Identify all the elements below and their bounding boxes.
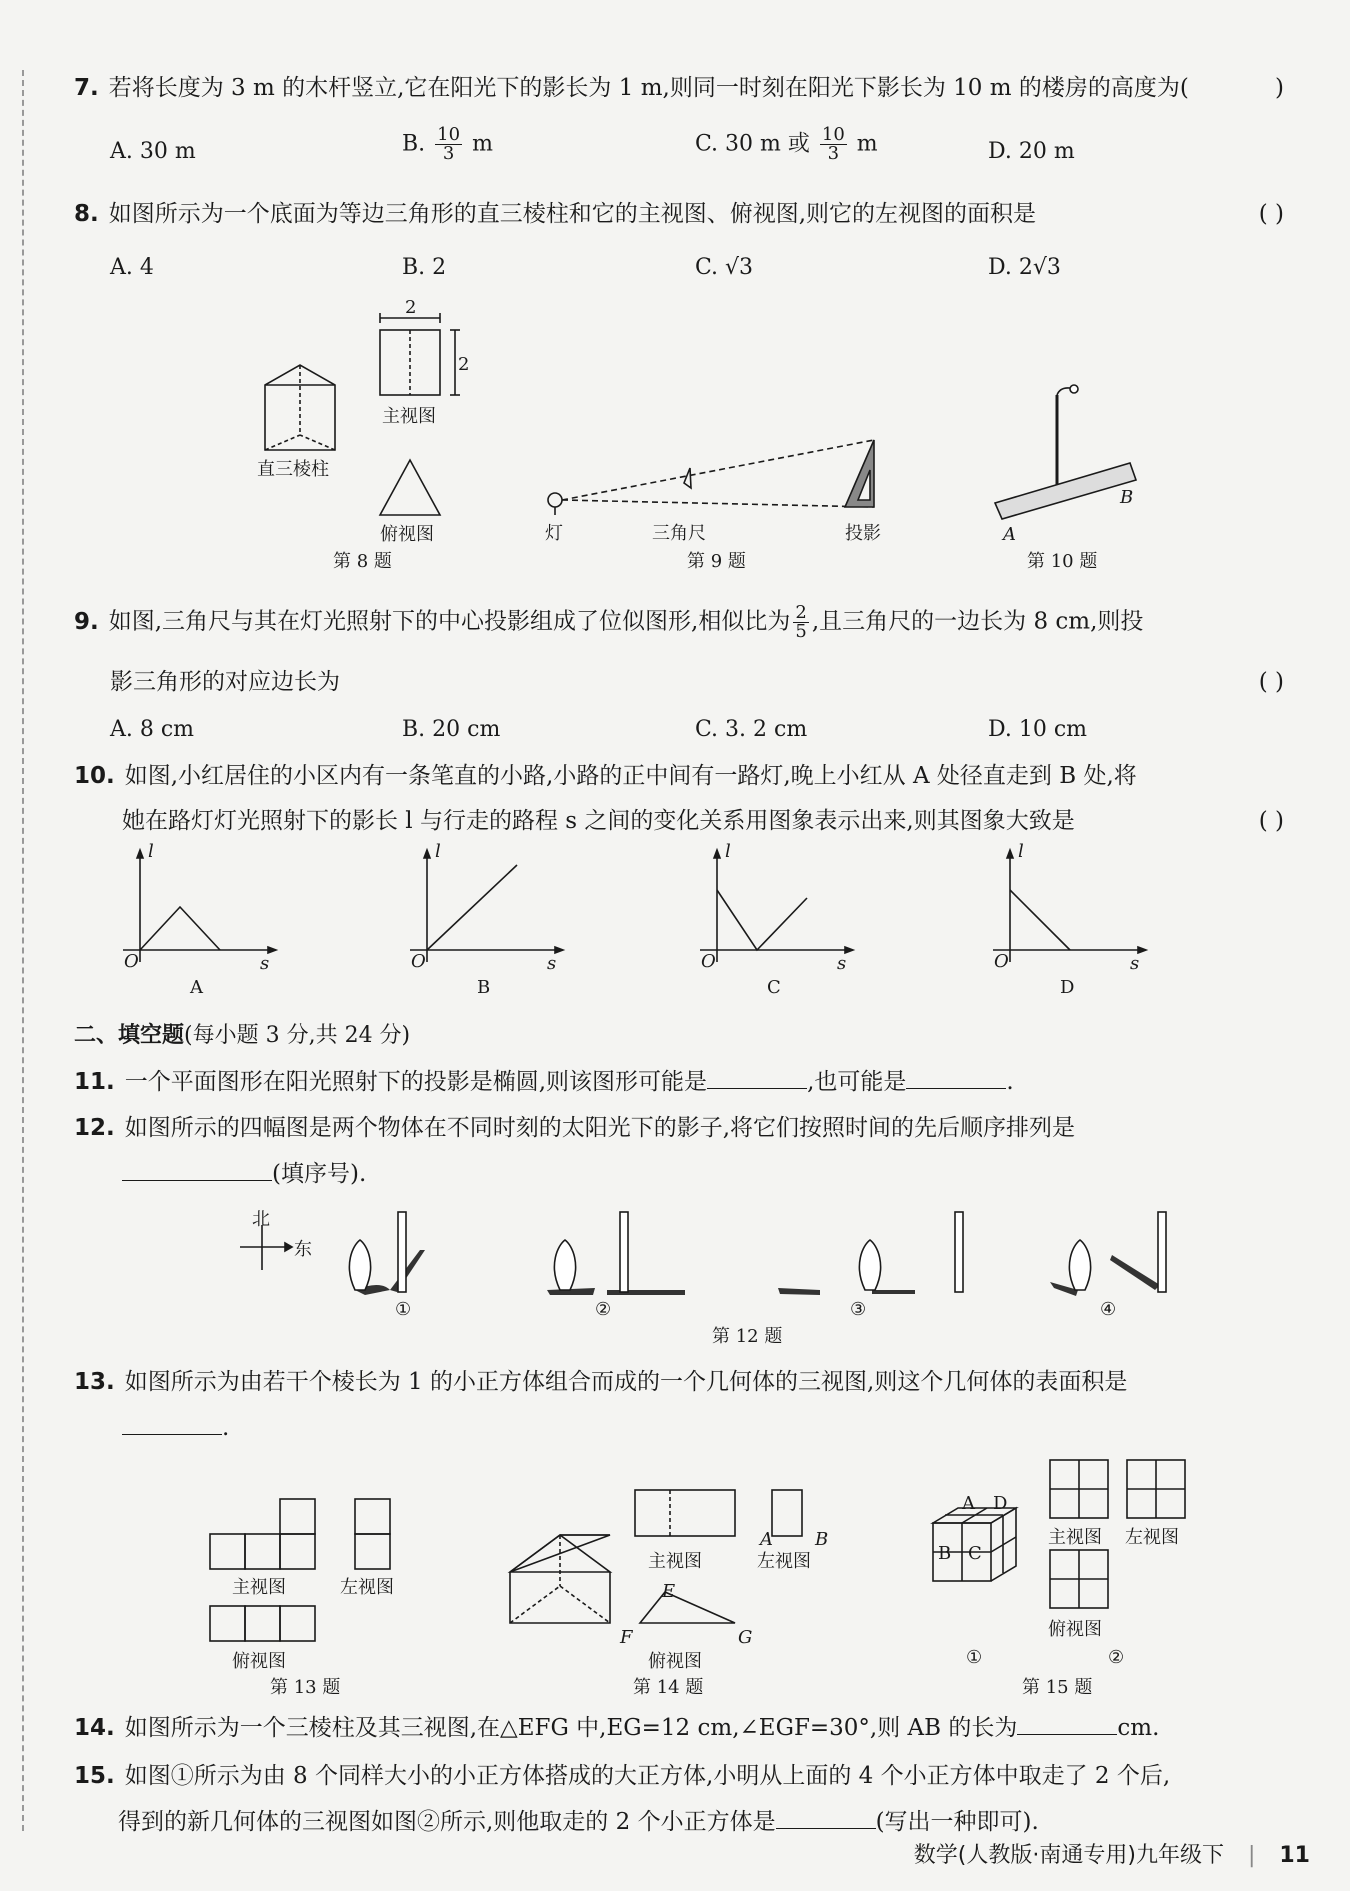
- graph-option-d: [988, 850, 1148, 970]
- question-15: [74, 1760, 1284, 1792]
- question-14: [74, 1712, 1284, 1744]
- fraction: [435, 126, 462, 163]
- question-15-line2: [118, 1806, 1328, 1838]
- prism-drawing: [265, 365, 335, 450]
- question-text: ,且三角尺的一边长为 8 cm,则投: [811, 608, 1144, 635]
- question-10: [74, 760, 1284, 792]
- numerator: 10: [437, 124, 461, 145]
- dim-width: 2: [405, 297, 417, 318]
- scene-3: [790, 1210, 960, 1310]
- point-e: E: [662, 1581, 676, 1602]
- graph-option-a: [118, 850, 278, 970]
- answer-blank[interactable]: [707, 1066, 807, 1089]
- origin-label: O: [411, 951, 426, 972]
- figure-10: [990, 385, 1140, 535]
- option-b: B. 20 cm: [402, 717, 501, 742]
- answer-blank[interactable]: [1017, 1712, 1117, 1735]
- top-view-drawing: [380, 460, 440, 515]
- axis-label-s: s: [260, 953, 270, 974]
- point-b: B: [815, 1529, 829, 1550]
- question-10-line2: [122, 805, 1284, 837]
- fig15-main-view: [1050, 1460, 1108, 1518]
- top-view-label: 俯视图: [380, 524, 434, 545]
- option-d: D. 20 m: [988, 139, 1075, 164]
- fig14-main-view: [635, 1490, 735, 1536]
- question-text: ,也可能是: [807, 1069, 907, 1095]
- option-b: B. 2: [402, 255, 447, 280]
- point-f: F: [620, 1627, 633, 1648]
- option-c: C. 3. 2 cm: [695, 717, 808, 742]
- section-header: [74, 1020, 410, 1052]
- axis-label-l: l: [148, 841, 154, 862]
- left-view-label: 左视图: [1125, 1527, 1179, 1548]
- top-view-label: 俯视图: [232, 1651, 286, 1672]
- question-text: 如图所示的四幅图是两个物体在不同时刻的太阳光下的影子,将它们按照时间的先后顺序排列是: [124, 1115, 1076, 1141]
- main-view-label: 主视图: [232, 1577, 286, 1598]
- tree-icon: [349, 1240, 370, 1290]
- scene-label: ②: [595, 1299, 612, 1320]
- prism-label: 直三棱柱: [257, 459, 329, 480]
- point-b: B: [938, 1543, 952, 1564]
- fig15-top-view: [1050, 1550, 1108, 1608]
- point-c: C: [968, 1543, 982, 1564]
- numerator: 2: [795, 602, 807, 623]
- question-text: 如图,小红居住的小区内有一条笔直的小路,小路的正中间有一路灯,晚上小红从 A 处径直走到 B 处,将: [124, 763, 1137, 789]
- dim-height: 2: [458, 354, 470, 375]
- question-text: cm.: [1117, 1715, 1160, 1741]
- lamp-icon: [548, 493, 562, 507]
- answer-paren: ( ): [1258, 201, 1284, 227]
- compass-icon: [240, 1215, 300, 1275]
- point-g: G: [738, 1627, 753, 1648]
- figure-caption: 第 9 题: [687, 551, 746, 572]
- fraction: [820, 126, 847, 163]
- question-number: 8.: [74, 201, 99, 227]
- projection-label: 投影: [845, 523, 881, 544]
- figure-caption: 第 13 题: [270, 1677, 341, 1698]
- origin-label: O: [124, 951, 139, 972]
- lamp-arm: [1057, 388, 1070, 395]
- tree-icon: [554, 1240, 575, 1290]
- unit: m: [856, 131, 878, 157]
- graph-option-label: C: [767, 977, 781, 998]
- axis-label-l: l: [435, 841, 441, 862]
- question-number: 13.: [74, 1369, 115, 1395]
- origin-label: O: [994, 951, 1009, 972]
- point-d: D: [993, 1493, 1008, 1514]
- axis-label-s: s: [837, 953, 847, 974]
- option-c: [695, 126, 878, 163]
- figure-caption: 第 10 题: [1027, 551, 1098, 572]
- pole-shadow: [1110, 1255, 1160, 1290]
- graph-option-label: B: [477, 977, 491, 998]
- question-text: 若将长度为 3 m 的木杆竖立,它在阳光下的影长为 1 m,则同一时刻在阳光下影长为 10 m 的楼房的高度为(: [108, 75, 1189, 101]
- question-text: 如图所示为一个底面为等边三角形的直三棱柱和它的主视图、俯视图,则它的左视图的面积是: [108, 201, 1037, 227]
- point-a: A: [962, 1493, 975, 1514]
- axis-label-s: s: [1130, 953, 1140, 974]
- option-b: [402, 126, 493, 163]
- option-d: D. 10 cm: [988, 717, 1088, 742]
- figure-caption: 第 12 题: [712, 1326, 783, 1347]
- answer-paren: ( ): [1258, 808, 1284, 834]
- fig14-left-view: [772, 1490, 802, 1536]
- question-text: 如图①所示为由 8 个同样大小的小正方体搭成的大正方体,小明从上面的 4 个小正方体中取走了 2 个后,: [124, 1763, 1171, 1789]
- option-a: A. 30 m: [110, 139, 196, 164]
- set-square-icon: [684, 468, 691, 488]
- axis-label-l: l: [1018, 841, 1024, 862]
- left-view-label: 左视图: [757, 1551, 811, 1572]
- question-text: 得到的新几何体的三视图如图②所示,则他取走的 2 个小正方体是: [118, 1809, 776, 1835]
- point-a: A: [1003, 524, 1016, 545]
- pole-shadow: [607, 1290, 685, 1295]
- ruler-label: 三角尺: [652, 523, 706, 544]
- road: [995, 463, 1136, 519]
- pole-icon: [398, 1212, 406, 1292]
- fig14-top-view: [640, 1592, 735, 1623]
- binding-margin-line: [22, 70, 24, 1831]
- figure-9: [540, 430, 910, 520]
- north-label: 北: [252, 1209, 270, 1230]
- option-a: A. 8 cm: [110, 717, 195, 742]
- graph-option-label: D: [1060, 977, 1075, 998]
- question-text: 如图所示为一个三棱柱及其三视图,在△EFG 中,EG=12 cm,∠EGF=30°,则 AB 的长为: [124, 1715, 1018, 1741]
- left-view-label: 左视图: [340, 1577, 394, 1598]
- question-9: [74, 604, 1284, 641]
- figure-13: [210, 1498, 410, 1648]
- figure-8: [250, 297, 490, 560]
- question-number: 7.: [74, 75, 99, 101]
- graph-option-b: [405, 850, 565, 970]
- main-view-label: 主视图: [382, 406, 436, 427]
- question-text: 她在路灯灯光照射下的影长 l 与行走的路程 s 之间的变化关系用图象表示出来,则其图象大致是: [122, 808, 1075, 834]
- point-a: A: [760, 1529, 773, 1550]
- fig15-left-view: [1127, 1460, 1185, 1518]
- scene-2: [535, 1210, 705, 1310]
- question-number: 11.: [74, 1069, 115, 1095]
- answer-blank[interactable]: [122, 1412, 222, 1435]
- answer-blank[interactable]: [122, 1158, 272, 1181]
- option-letter: B.: [402, 131, 426, 157]
- unit: m: [472, 131, 493, 157]
- origin-label: O: [701, 951, 716, 972]
- main-view-label: 主视图: [648, 1551, 702, 1572]
- answer-paren: ): [1275, 75, 1284, 101]
- graph-option-label: A: [190, 977, 203, 998]
- fig13-top-view: [210, 1606, 315, 1641]
- question-7: [74, 72, 1284, 104]
- question-text: .: [1006, 1069, 1014, 1095]
- figure-number-1: ①: [966, 1647, 983, 1668]
- scene-label: ①: [395, 1299, 412, 1320]
- scene-label: ④: [1100, 1299, 1117, 1320]
- question-12-line2: [122, 1158, 1332, 1190]
- tree-shadow: [778, 1288, 820, 1295]
- question-text: 影三角形的对应边长为: [110, 669, 340, 695]
- tree-icon: [1069, 1240, 1090, 1290]
- question-13-line2: [122, 1412, 1332, 1444]
- question-12: [74, 1112, 1284, 1144]
- question-number: 9.: [74, 608, 99, 635]
- fig13-left-view: [355, 1499, 390, 1569]
- question-text: .: [222, 1415, 230, 1441]
- ratio-fraction: [793, 604, 808, 641]
- option-d: D. 2√3: [988, 255, 1061, 280]
- page-footer: [914, 1838, 1310, 1869]
- answer-blank[interactable]: [906, 1066, 1006, 1089]
- pole-icon: [620, 1212, 628, 1292]
- figure-caption: 第 8 题: [333, 551, 392, 572]
- graph-option-c: [695, 850, 855, 970]
- point-b: B: [1120, 487, 1134, 508]
- section-note: (每小题 3 分,共 24 分): [184, 1023, 411, 1048]
- question-11: [74, 1066, 1284, 1098]
- answer-paren: ( ): [1258, 669, 1284, 695]
- page-number: 11: [1279, 1843, 1310, 1868]
- option-c: C. √3: [695, 255, 754, 280]
- question-text: (写出一种即可).: [875, 1809, 1039, 1835]
- question-number: 15.: [74, 1763, 115, 1789]
- pole-shadow: [390, 1250, 425, 1292]
- east-label: 东: [294, 1239, 312, 1260]
- tree-icon: [859, 1240, 880, 1290]
- scene-label: ③: [850, 1299, 867, 1320]
- pole-icon: [1158, 1212, 1166, 1292]
- figure-number-2: ②: [1108, 1647, 1125, 1668]
- question-number: 10.: [74, 763, 115, 789]
- fig13-main-view: [210, 1499, 315, 1569]
- axis-label-l: l: [725, 841, 731, 862]
- axis-label-s: s: [547, 953, 557, 974]
- fig14-prism: [510, 1535, 610, 1623]
- denominator: 3: [442, 143, 455, 164]
- question-number: 14.: [74, 1715, 115, 1741]
- figure-caption: 第 15 题: [1022, 1677, 1093, 1698]
- lamp-head-icon: [1070, 385, 1078, 393]
- lamp-label: 灯: [545, 523, 563, 544]
- question-8: [74, 198, 1284, 230]
- question-text: (填序号).: [272, 1161, 367, 1187]
- scene-1: [335, 1210, 505, 1310]
- option-a: A. 4: [110, 255, 154, 280]
- question-number: 12.: [74, 1115, 115, 1141]
- question-9-line2: [110, 666, 1284, 698]
- figure-caption: 第 14 题: [633, 1677, 704, 1698]
- top-view-label: 俯视图: [1048, 1619, 1102, 1640]
- main-view-drawing: [380, 313, 460, 395]
- footer-separator: |: [1247, 1843, 1256, 1868]
- numerator: 10: [821, 124, 845, 145]
- section-title: 二、填空题: [74, 1023, 185, 1048]
- question-text: 如图,三角尺与其在灯光照射下的中心投影组成了位似图形,相似比为: [108, 608, 791, 635]
- main-view-label: 主视图: [1048, 1527, 1102, 1548]
- book-title: 数学(人教版·南通专用)九年级下: [913, 1843, 1224, 1868]
- question-text: 如图所示为由若干个棱长为 1 的小正方体组合而成的一个几何体的三视图,则这个几何体的表面积是: [124, 1369, 1128, 1395]
- question-13: [74, 1366, 1284, 1398]
- pole-icon: [955, 1212, 963, 1292]
- scene-4: [1040, 1210, 1210, 1310]
- denominator: 5: [795, 621, 807, 642]
- option-text: C. 30 m 或: [695, 131, 810, 157]
- top-view-label: 俯视图: [648, 1651, 702, 1672]
- answer-blank[interactable]: [776, 1806, 876, 1829]
- pole-shadow: [872, 1290, 915, 1294]
- question-text: 一个平面图形在阳光照射下的投影是椭圆,则该图形可能是: [124, 1069, 708, 1095]
- denominator: 3: [827, 143, 840, 164]
